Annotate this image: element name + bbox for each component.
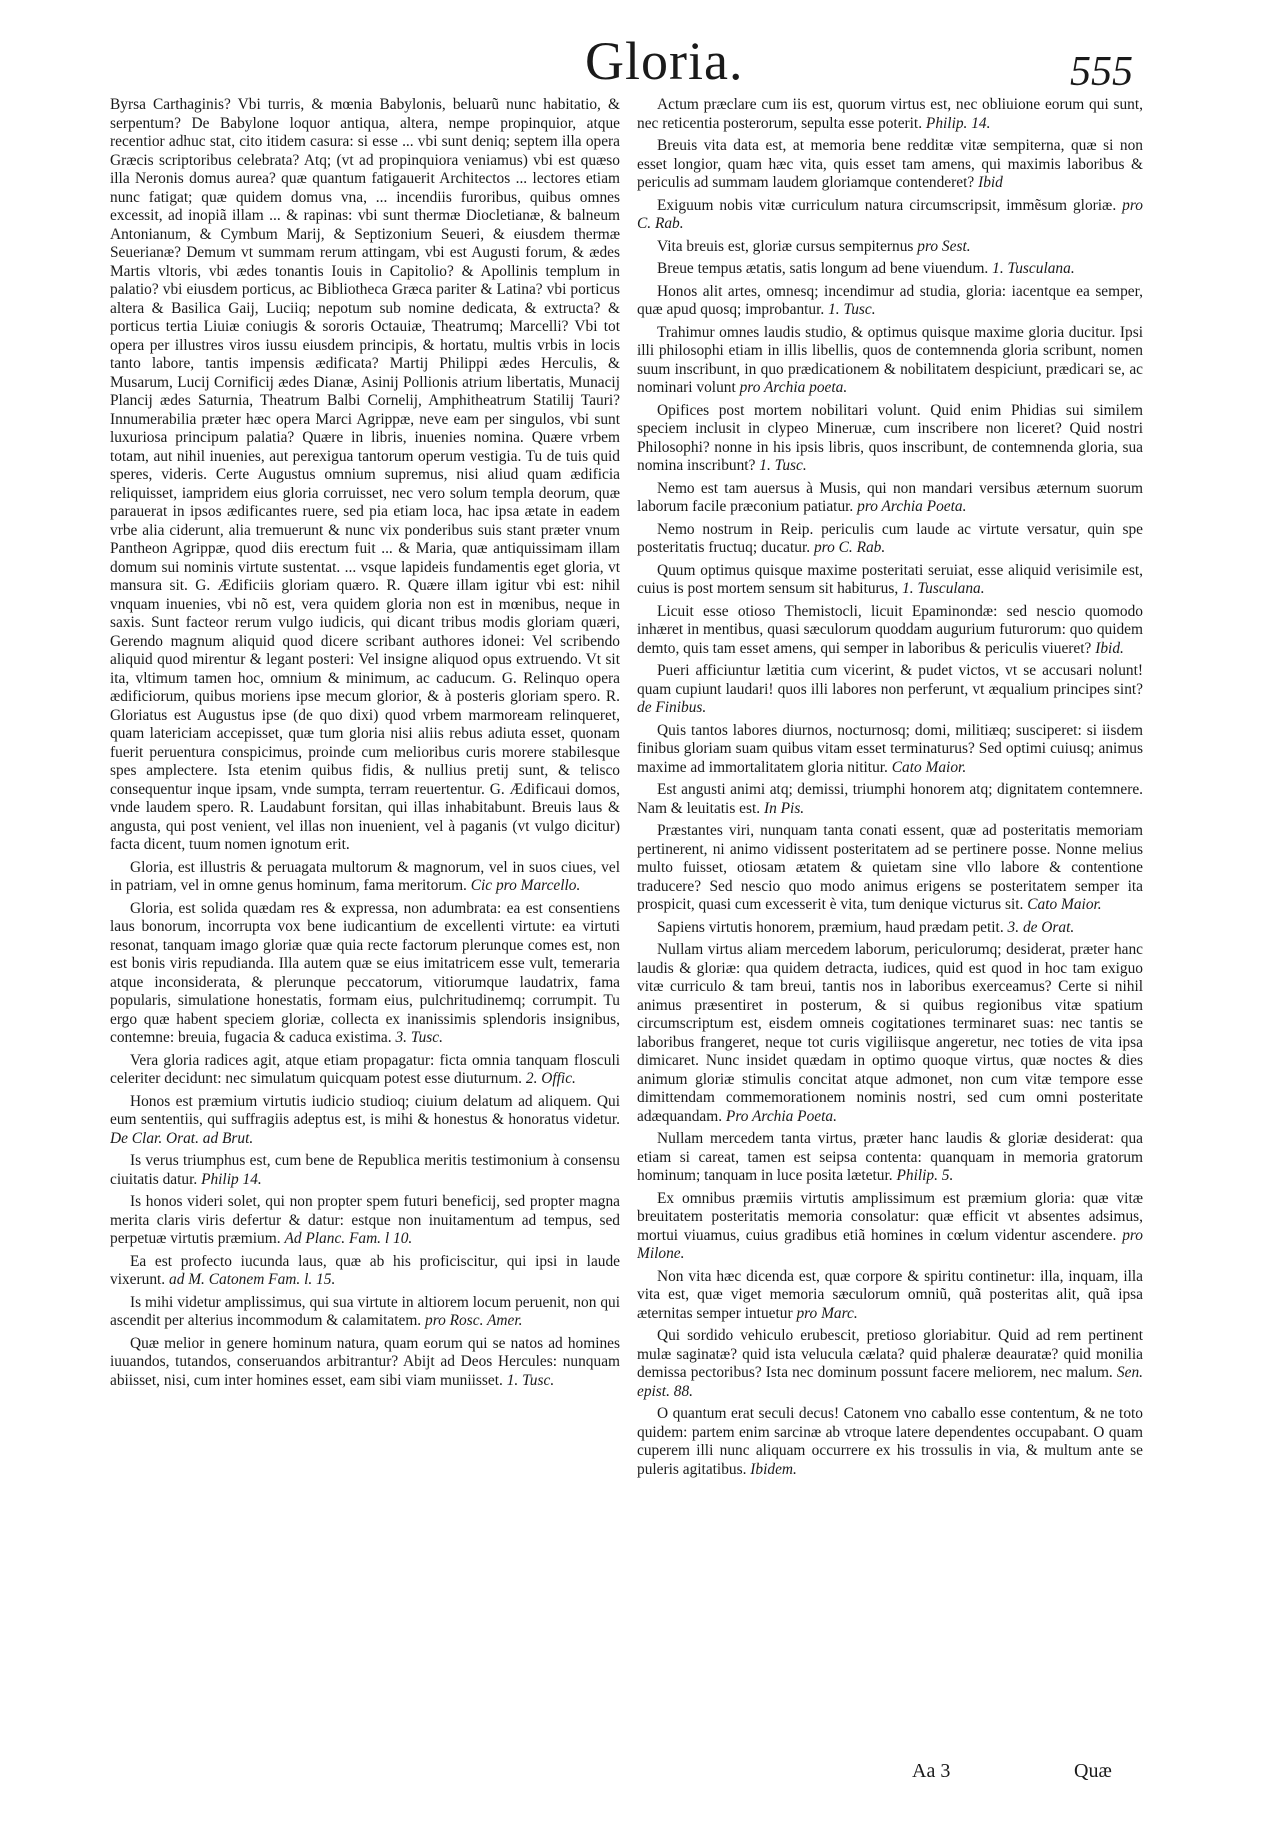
source-citation: Ibidem.: [750, 1460, 797, 1478]
quotation-text: Nemo est tam auersus à Musis, qui non mandari versibus æternum suorum laborum facile præconium patiatur.: [637, 479, 1143, 515]
page-header: [0, 22, 1276, 102]
source-citation: pro Rosc. Amer.: [425, 1312, 523, 1329]
quotation-text: Byrsa Carthaginis? Vbi turris, & mœnia Babylonis, beluarũ nunc habitatio, & serpentum? De Babylone loquor antiqua, altera, nempe propinquior, atque recentior adhuc stat, cito itidem casura: si esse ... vbi sunt deniq; septem illa opera Græcis scriptoribus celebrata? Atq; (vt ad propinquiora veniamus) vbi est quæso illa Neronis domus aurea? quæ quantum fatigauerit Architectos ... lectores etiam nunc fatigat; quæ quidem domus vna, ... incendiis furoribus, quibus omnes excessit, ad inopiã illam ... & rapinas: vbi sunt thermæ Diocletianæ, & balneum Antonianum, & Cymbum Marij, & Septizonium Seueri, & eiusdem thermæ Seuerianæ? Demum vt summam rerum attingam, vbi est Augusti forum, & ædes Martis vltoris, vbi ædes tonantis Iouis in Capitolio? & Apollinis templum in palatio? vbi eiusdem porticus, ac Bibliotheca Græca pariter & Latina? vbi porticus altera & Basilica Gaij, Luciiq; nepotum sub nomine dedicata, & extructa? & porticus tertia Liuiæ coniugis & sororis Octauiæ, Theatrumq; Marcelli? Vbi tot opera per illustres viros iussu eiusdem principis, & hortatu, multis vrbis in locis tanto labore, tantis impensis ædificata? Martij Philippi ædes Herculis, & Musarum, Lucij Cornificij ædes Dianæ, Asinij Pollionis atrium libertatis, Munacij Plancij ædes Saturnia, Theatrum Balbi Cornelij, Amphitheatrum Statilij Tauri? Innumerabilia præter hæc opera Marci Agrippæ, neve eam per singulos, vbi sunt luxuriosa principum palatia? Quære in libris, inuenies nomina. Quære vrbem totam, aut nihil inuenies, aut perexigua tantorum operum vestigia. Tu de tuis quid speres, videris. Certe Augustus omnium supremus, nisi aliud quam ædificia reliquisset, iampridem eius gloria corruisset, nec vero solum templa deorum, quæ parauerat in ipsos ædificantes ruere, sed pia etiam loca, hac ipsa ætate in eadem vrbe alia ciderunt, alia tremuerunt & nunc vix ponderibus suis stant præter vnum Pantheon Agrippæ, quod diis erectum fuit ... & Maria, quæ antiquissimam illam domum sui nominis virtute sustentat. ... vsque lapideis fundamentis eget gloria, vt mansura sit. G. Ædificiis gloriam quæro. R. Quære illam igitur vbi est: nihil vnquam inuenies, vbi nõ est, vera quidem gloria non est in mœnibus, neque in saxis. Sunt facteor rerum vulgo iudicis, qui dicant tribus modis gloriam quæri, Gerendo magnum aliquid quod dicere scribant authores idonei: Vel scribendo aliquid quod mirentur & legant posteri: Vel insigne aliquod opus extruendo. Vt sit ita, vltimum tamen hoc, omnium & minimum, ac caducum. G. Relinquo opera ædificiorum, quibus moriens ipse mecum glorior, & à posteris gloriam spero. R. Gloriatus est Augustus ipse (de quo dixi) quod vrbem marmoream relinqueret, quam latericiam accepisset, quæ tum gloria nisi aliis rebus adiuta esset, quonam fuerit peruentura conspicimus, proinde cum melioribus curis morere stabilesque spes amplectere. Ista etenim quibus fidis, & nullius pretij sunt, & telisco consequentur inque ipsam, vnde sumpta, terram reuertentur. G. Ædificaui domos, vnde laudem spero. R. Laudabunt forsitan, qui illas inhabitabunt. Breuis laus & angusta, qui post venient, vel illas non inuenient, vel à paganis (vt vulgo dicitur) facta dicent, tuum nomen ignotum erit.: [110, 96, 620, 853]
quotation-paragraph: [637, 1130, 1143, 1186]
quotation-paragraph: [637, 919, 1143, 938]
quotation-text: Breuis vita data est, at memoria bene redditæ vitæ sempiterna, quæ si non esset longior, quam hæc vita, quis esset tam amens, qui maximis laboribus & periculis ad summam laudem gloriamque contenderet?: [637, 137, 1143, 191]
quotation-paragraph: [110, 96, 620, 855]
page-footer: [0, 1760, 1276, 1800]
source-citation: Cato Maior.: [1027, 896, 1102, 913]
source-citation: 1. Tusculana.: [992, 260, 1075, 277]
quotation-paragraph: [110, 1052, 620, 1089]
quotation-text: Exiguum nobis vitæ curriculum natura circumscripsit, immẽsum gloriæ.: [657, 196, 1117, 214]
source-citation: Pro Archia Poeta.: [725, 1107, 837, 1125]
quotation-text: Trahimur omnes laudis studio, & optimus quisque maxime gloria ducitur. Ipsi illi philosophi etiam in illis libellis, quos de contemnenda gloria scribunt, nomen suum inscribunt, in quo prædicationem & nobilitatem despiciunt, prædicari se, ac nominari volunt: [637, 323, 1143, 396]
source-citation: Philip 14.: [201, 1170, 262, 1188]
right-column: [637, 96, 1143, 1736]
quotation-text: Gloria, est illustris & peruagata multorum & magnorum, vel in suos ciues, vel in patriam, vel in omne genus hominum, fama meritorum.: [110, 858, 620, 894]
quotation-paragraph: [110, 900, 620, 1048]
quotation-text: Ex omnibus præmiis virtutis amplissimum est præmium gloria: quæ vitæ breuitatem posteritatis memoria consolatur: quæ efficit vt absentes adsimus, mortui viuamus, cuius gradibus etiã homines in cœlum videntur ascendere.: [637, 1189, 1143, 1244]
catchword: Quæ: [1074, 1760, 1112, 1782]
quotation-text: Actum præclare cum iis est, quorum virtus est, nec obliuione eorum qui sunt, nec reticentia posterorum, sepulta esse poterit.: [637, 96, 1143, 132]
quotation-text: Est angusti animi atq; demissi, triumphi honorem atq; dignitatem contemnere. Nam & leuitatis est.: [637, 781, 1143, 817]
quotation-text: Quæ melior in genere hominum natura, quam eorum qui se natos ad homines iuuandos, tutandos, conseruandos arbitrantur? Abijt ad Deos Hercules: nunquam abiisset, nisi, cum inter homines esset, eam sibi viam muniisset.: [110, 1334, 620, 1389]
quotation-paragraph: [637, 662, 1143, 718]
quotation-paragraph: [637, 137, 1143, 193]
quotation-text: Breue tempus ætatis, satis longum ad bene viuendum.: [657, 260, 989, 277]
source-citation: ad M. Catonem Fam. l. 15.: [169, 1271, 336, 1288]
quotation-text: Honos alit artes, omnesq; incendimur ad studia, gloria: iacentque ea semper, quæ apud quosq; improbantur.: [637, 282, 1143, 318]
quotation-paragraph: [110, 1152, 620, 1189]
quotation-text: Licuit esse otioso Themistocli, licuit Epaminondæ: sed nescio quomodo inhæret in mentibus, quasi sæculorum quoddam augurium futurorum: quo quidem demto, quis tam esset amens, qui semper in laboribus & periculis viueret?: [637, 602, 1143, 657]
quotation-paragraph: [637, 480, 1143, 517]
quotation-paragraph: [637, 781, 1143, 818]
quotation-paragraph: [637, 197, 1143, 234]
quotation-text: Ea est profecto iucunda laus, quæ ab his proficiscitur, qui ipsi in laude vixerunt.: [110, 1252, 620, 1288]
quotation-text: Quum optimus quisque maxime posteritati seruiat, esse aliquid verisimile est, cuius is post mortem sensum sit habiturus,: [637, 561, 1143, 597]
quotation-paragraph: [637, 521, 1143, 558]
quotation-paragraph: [637, 722, 1143, 778]
quotation-text: Is mihi videtur amplissimus, qui sua virtute in altiorem locum peruenit, non qui ascendit per alterius incommodum & calamitatem.: [110, 1293, 620, 1329]
quotation-paragraph: [637, 1327, 1143, 1401]
quotation-text: Gloria, est solida quædam res & expressa, non adumbrata: ea est consentiens laus bonorum, incorrupta vox bene iudicantium de excellenti virtute: ea virtuti resonat, tanquam imago gloriæ quæ quia recte factorum plerunque comes est, non est bonis viris repudianda. Illa autem quæ se eius imitatricem esse vult, temeraria atque inconsiderata, & plerunque peccatorum, vitiorumque laudatrix, fama popularis, simulatione honestatis, formam eius, pulchritudinemq; corrumpit. Tu ergo quæ habent speciem gloriæ, collecta ex inanissimis splendoris insignibus, contemne: breuia, fugacia & caduca existima.: [110, 899, 620, 1046]
quotation-text: Nemo nostrum in Reip. periculis cum laude ac virtute versatur, quin spe posteritatis fructuq; ducatur.: [637, 520, 1143, 556]
quotation-paragraph: [637, 1268, 1143, 1324]
source-citation: pro C. Rab.: [637, 196, 1143, 232]
quotation-paragraph: [637, 603, 1143, 659]
quotation-paragraph: [637, 562, 1143, 599]
source-citation: Ibid.: [1095, 639, 1124, 657]
quotation-paragraph: [110, 1193, 620, 1249]
source-citation: De Clar. Orat. ad Brut.: [110, 1129, 254, 1147]
source-citation: Ibid: [978, 174, 1003, 191]
source-citation: Sen. epist. 88.: [637, 1364, 1143, 1400]
source-citation: pro Sest.: [917, 237, 971, 255]
source-citation: In Pis.: [763, 799, 805, 817]
quotation-text: Quis tantos labores diurnos, nocturnosq; domi, militiæq; susciperet: si iisdem finibus gloriam suam quibus vitam esset terminaturus? Sed optimi cuiusq; animus maxime ad immortalitatem gloria nititur.: [637, 721, 1143, 776]
source-citation: Philip. 14.: [925, 114, 991, 132]
quotation-text: Præstantes viri, nunquam tanta conati essent, quæ ad posteritatis memoriam pertinerent, ni animo vidissent posteritatem ad se pertinere posse. Nonne melius multo fuisset, otiosam ætatem & quietam sine vllo labore & contentione traducere? Sed nescio quo modo animus erigens se posteritatem semper ita prospicit, quasi cum excesserit è vita, tum denique victurus sit.: [637, 822, 1143, 913]
quotation-text: O quantum erat seculi decus! Catonem vno caballo esse contentum, & ne toto quidem: partem enim sarcinæ ab vtroque latere dependentes occupabant. O quam cuperem illi nunc aliquam occurrere ex his trossulis in via, & multum ante se puleris agitatibus.: [637, 1405, 1143, 1478]
quotation-text: Vita breuis est, gloriæ cursus sempiternus: [657, 237, 914, 255]
source-citation: 3. Tusc.: [395, 1029, 443, 1046]
source-citation: pro Milone.: [637, 1226, 1143, 1262]
source-citation: 3. de Orat.: [1007, 918, 1075, 936]
quotation-text: Nullam mercedem tanta virtus, præter hanc laudis & gloriæ desiderat: qua etiam si careat, tamen est seipsa contenta: quanquam in memoria gratorum hominum; tanquam in luce posita lætetur.: [637, 1130, 1143, 1184]
quotation-paragraph: [110, 1335, 620, 1391]
source-citation: pro Archia Poeta.: [857, 498, 967, 515]
source-citation: 1. Tusc.: [759, 457, 807, 474]
quotation-paragraph: [110, 1093, 620, 1149]
source-citation: Philip. 5.: [896, 1167, 954, 1184]
running-title: Gloria.: [585, 31, 744, 91]
source-citation: Cic pro Marcello.: [470, 877, 581, 894]
quotation-paragraph: [637, 822, 1143, 915]
quotation-paragraph: [110, 1253, 620, 1290]
source-citation: de Finibus.: [637, 699, 707, 716]
quotation-paragraph: [637, 1190, 1143, 1264]
quotation-paragraph: [637, 283, 1143, 320]
quotation-paragraph: [637, 260, 1143, 279]
quotation-text: Non vita hæc dicenda est, quæ corpore & spiritu continetur: illa, inquam, illa vita est, quæ viget memoria sæculorum omniũ, quã posteritas alit, quã ipsa æternitas semper intuetur: [637, 1267, 1143, 1322]
quotation-text: Sapiens virtutis honorem, præmium, haud prædam petit.: [657, 918, 1004, 936]
left-column: [110, 96, 620, 1736]
source-citation: pro Marc.: [796, 1304, 858, 1322]
quotation-text: Honos est præmium virtutis iudicio studioq; ciuium delatum ad aliquem. Qui eum sententiis, qui suffragiis adeptus est, is mihi & honestus & honoratus videtur.: [110, 1092, 620, 1128]
quotation-text: Is honos videri solet, qui non propter spem futuri beneficij, sed propter magna merita claris viris defertur & datur: estque non inuitamentum ad tempus, sed perpetuæ virtutis præmium.: [110, 1193, 620, 1247]
page-number: 555: [1070, 49, 1133, 95]
source-citation: pro Archia poeta.: [739, 379, 848, 396]
quotation-text: Opifices post mortem nobilitari volunt. Quid enim Phidias sui similem speciem inclusit in clypeo Mineruæ, cum inscribere non liceret? Quid nostri Philosophi? nonne in his ipsis libris, quos inscribunt, de contemnenda gloria, sua nomina inscribunt?: [637, 401, 1143, 474]
quotation-paragraph: [110, 859, 620, 896]
quotation-text: Nullam virtus aliam mercedem laborum, periculorumq; desiderat, præter hanc laudis & gloriæ: qua quidem detracta, iudices, quid est quod in hoc tam exiguo vitæ curriculo & tam breui, tantis nos in laboribus exerceamus? Certe si nihil animus præsentiret in posterum, & si quibus regionibus vitæ spatium circumscriptum est, eisdem omneis cogitationes terminaret suas: nec tantis se laboribus frangeret, neque tot curis vigiliisque angeretur, nec toties de vita ipsa dimicaret. Nunc insidet quædam in optimo quoque virtus, quæ noctes & dies animum gloriæ stimulis concitat atque admonet, non cum vitæ tempore esse dimittendam commemorationem nominis nostri, sed cum omni posteritate adæquandam.: [637, 941, 1143, 1125]
quotation-text: Vera gloria radices agit, atque etiam propagatur: ficta omnia tanquam flosculi celeriter decidunt: nec simulatum quicquam potest esse diuturnum.: [110, 1051, 620, 1087]
quotation-paragraph: [637, 324, 1143, 398]
quotation-paragraph: [110, 1294, 620, 1331]
source-citation: Ad Planc. Fam. l 10.: [284, 1230, 413, 1247]
source-citation: 2. Offic.: [525, 1070, 576, 1087]
source-citation: 1. Tusc.: [828, 301, 876, 318]
quotation-text: Qui sordido vehiculo erubescit, pretioso gloriabitur. Quid ad rem pertinent mulæ saginatæ? quid ista velucula cælata? quid phaleræ deauratæ? quid monilia demissa pectoribus? Ista nec dominum possunt facere meliorem, nec malum.: [637, 1327, 1143, 1381]
quotation-text: Pueri afficiuntur lætitia cum vicerint, & pudet victos, vt se accusari nolunt! quam cupiunt laudari! quos illi labores non perferunt, vt æqualium principes sint?: [637, 662, 1143, 698]
quotation-paragraph: [637, 238, 1143, 257]
source-citation: Cato Maior.: [891, 758, 967, 776]
quotation-text: Is verus triumphus est, cum bene de Republica meritis testimonium à consensu ciuitatis datur.: [110, 1152, 620, 1188]
source-citation: pro C. Rab.: [813, 539, 886, 556]
source-citation: 1. Tusculana.: [902, 580, 985, 597]
quotation-paragraph: [637, 1405, 1143, 1479]
quotation-paragraph: [637, 941, 1143, 1126]
quotation-paragraph: [637, 96, 1143, 133]
quotation-paragraph: [637, 402, 1143, 476]
source-citation: 1. Tusc.: [506, 1371, 555, 1389]
signature-mark: Aa 3: [912, 1760, 951, 1782]
